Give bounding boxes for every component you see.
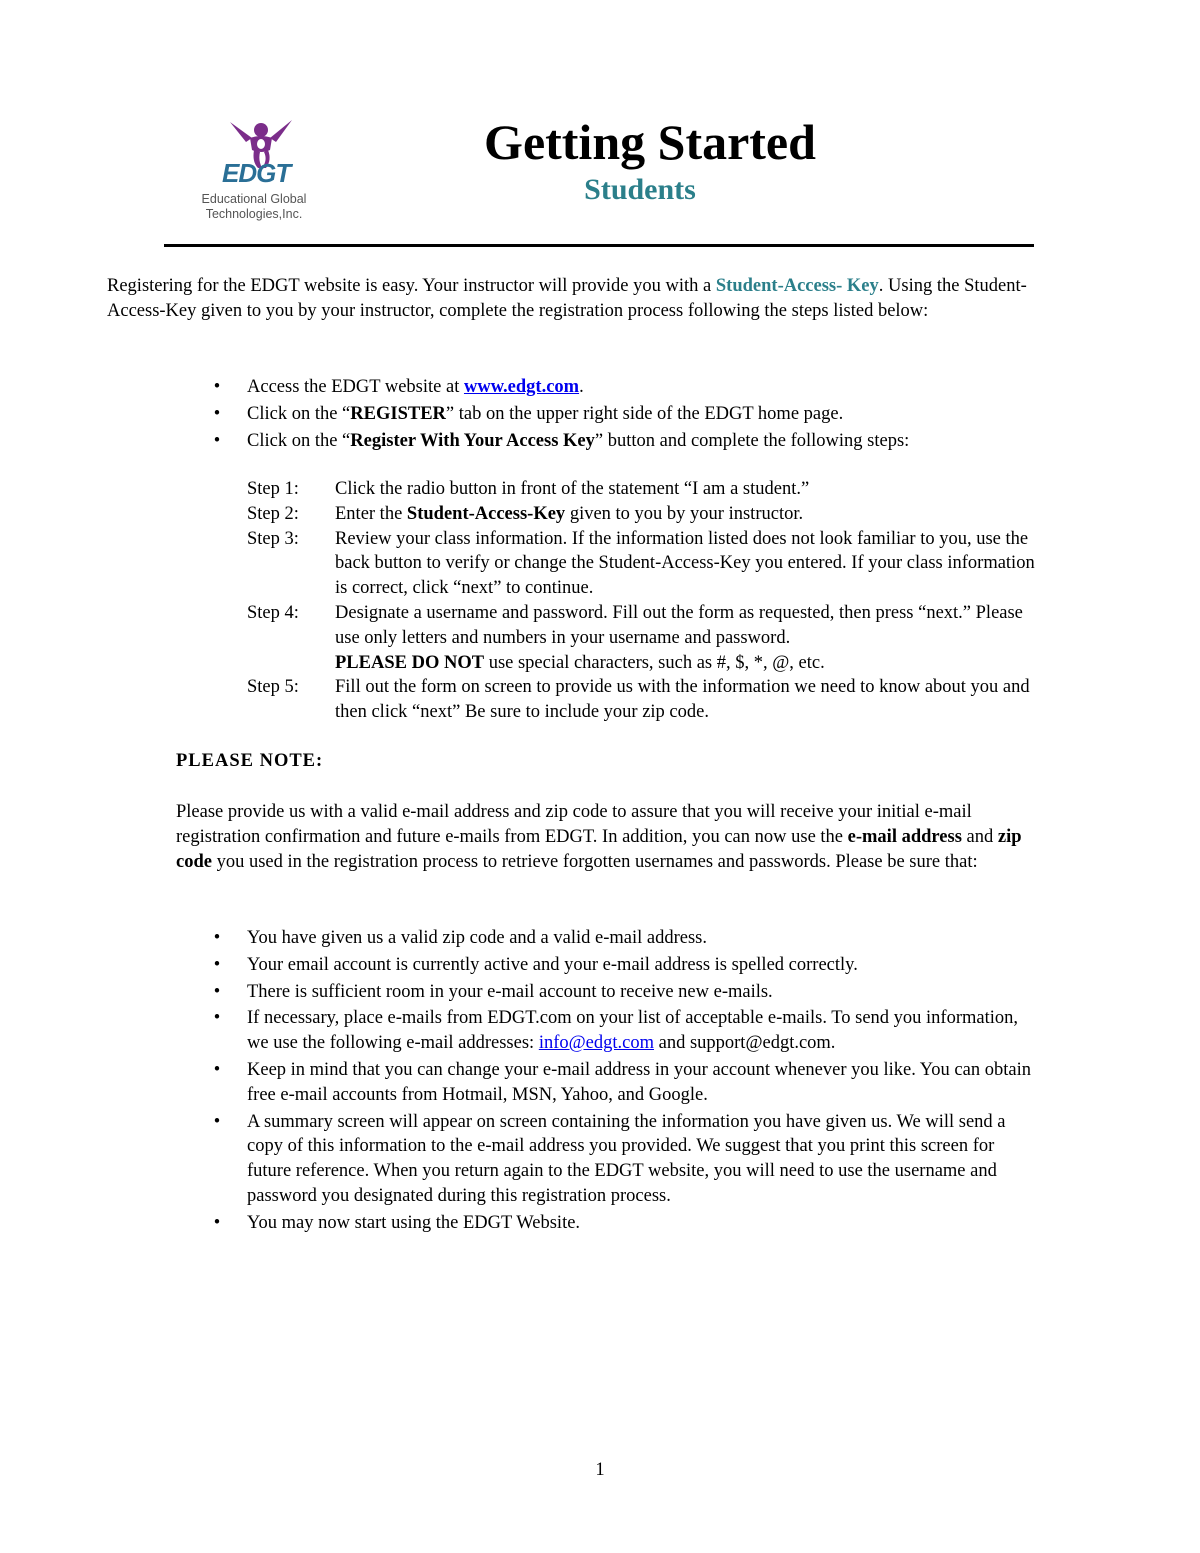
bullet-icon: • [213,1212,221,1233]
logo-tagline-line2: Technologies,Inc. [205,207,303,221]
step-text-bold: PLEASE DO NOT [335,652,485,673]
step-label: Step 2: [247,503,299,524]
list-item [210,926,1040,951]
registration-steps [247,477,1047,725]
list-item-text: You have given us a valid zip code and a valid e-mail address. [247,928,707,948]
bullet-icon: • [213,1059,221,1080]
list-item-text: Your email account is currently active and your e-mail address is spelled correctly. [247,954,858,975]
step-text-post: use special characters, such as #, $, *, @, etc. [484,652,825,673]
bullet-icon: • [213,981,221,1002]
header-divider [164,244,1034,247]
bullet-icon: • [213,377,221,397]
list-item [210,953,1040,978]
list-item [210,1058,1040,1108]
edgt-website-link[interactable]: www.edgt.com [463,377,580,397]
logo-wordmark: EDGT [222,158,291,188]
bullet-icon: • [213,928,221,948]
list-item-text: Access the EDGT website at [247,377,464,397]
list-item-text: Keep in mind that you can change your e-mail address in your account whenever you like. You can obtain free e-mail accounts from Hotmail, MSN, Yahoo, and Google. [247,1059,1031,1105]
page-title: Getting Started [484,114,816,170]
list-item [210,980,1040,1005]
list-item [210,1211,1040,1236]
step-text: Review your class information. If the information listed does not look familiar to you, use the back button to verify or change the Student-Access-Key you entered. If your class information is correct, click “next” to continue. [335,528,1035,599]
info-email-link[interactable]: info@edgt.com [538,1033,654,1054]
step-text: Click the radio button in front of the statement “I am a student.” [335,479,810,499]
logo-tagline [194,192,314,222]
list-item-bold: REGISTER [350,403,446,424]
bullet-icon: • [213,954,221,975]
intro-paragraph [107,274,1067,324]
registration-bullet-list [210,375,1040,455]
edgt-logo [192,116,342,228]
student-access-key-highlight: Student-Access- Key [715,276,879,296]
list-item-text: ” button and complete the following steps: [594,430,910,451]
step-2 [247,502,1047,527]
intro-text-a: Registering for the EDGT website is easy. Your instructor will provide you with a [107,276,716,296]
list-item [210,402,1040,427]
step-text: Fill out the form on screen to provide us with the information we need to know about you and then click “next” Be sure to include your zip code. [335,677,1030,723]
step-5 [247,675,1047,725]
bullet-icon: • [213,1008,221,1029]
note-text: you used in the registration process to retrieve forgotten usernames and passwords. Please be sure that: [211,851,978,872]
please-note-paragraph [176,800,1036,874]
list-item-text: and support@edgt.com. [653,1033,836,1054]
note-bold-zip: zip code [176,826,1022,872]
note-text: Please provide us with a valid e-mail address and zip code to assure that you will receive your initial e-mail registration confirmation and future e-mails from EDGT. In addition, you can now use the [176,802,972,847]
step-text-pre: Enter the [335,503,407,524]
please-note-heading: PLEASE NOTE: [176,751,324,771]
list-item-text: . [579,377,584,397]
list-item-text: There is sufficient room in your e-mail account to receive new e-mails. [247,981,773,1002]
list-item-text: Click on the “ [247,430,351,451]
note-text: and [961,826,998,847]
list-item-text: If necessary, place e-mails from EDGT.com on your list of acceptable e-mails. To send you information, we use the following e-mail addresses: [247,1008,1019,1054]
list-item-text: A summary screen will appear on screen containing the information you have given us. We will send a copy of this information to the e-mail address you provided. We suggest that you print this screen for future reference. When you return again to the EDGT website, you will need to use the username and password you designated during this registration process. [247,1111,1006,1206]
note-bold-email: e-mail address [847,826,962,847]
list-item [210,429,1040,454]
step-text-main: Designate a username and password. Fill out the form as requested, then press “next.” Please use only letters and numbers in your username and password. [335,602,1023,648]
step-1 [247,477,1047,502]
step-label: Step 1: [247,479,299,499]
logo-tagline-line1: Educational Global [201,192,307,206]
step-4 [247,601,1047,675]
step-text-post: given to you by your instructor. [565,503,804,524]
step-label: Step 3: [247,528,299,549]
bullet-icon: • [213,430,221,451]
list-item [210,1110,1040,1209]
step-label: Step 5: [247,677,299,698]
bullet-icon: • [213,1111,221,1132]
list-item-bold: Register With Your Access Key [350,430,595,451]
page-number: 1 [595,1460,605,1480]
step-3 [247,527,1047,601]
checklist-bullet-list [210,926,1040,1238]
list-item [210,1006,1040,1056]
step-text [335,601,1047,675]
list-item-text: You may now start using the EDGT Website. [247,1212,581,1233]
list-item-text: Click on the “ [247,403,351,424]
list-item-text: ” tab on the upper right side of the EDGT home page. [445,403,844,424]
step-label: Step 4: [247,602,299,623]
page-subtitle: Students [584,173,696,206]
intro-text-b: . Using the Student-Access-Key given to you by your instructor, complete the registration process following the steps listed below: [107,276,1027,321]
step-text-bold: Student-Access-Key [406,503,566,524]
list-item [210,375,1040,400]
step-text [335,502,1047,527]
bullet-icon: • [213,403,221,424]
